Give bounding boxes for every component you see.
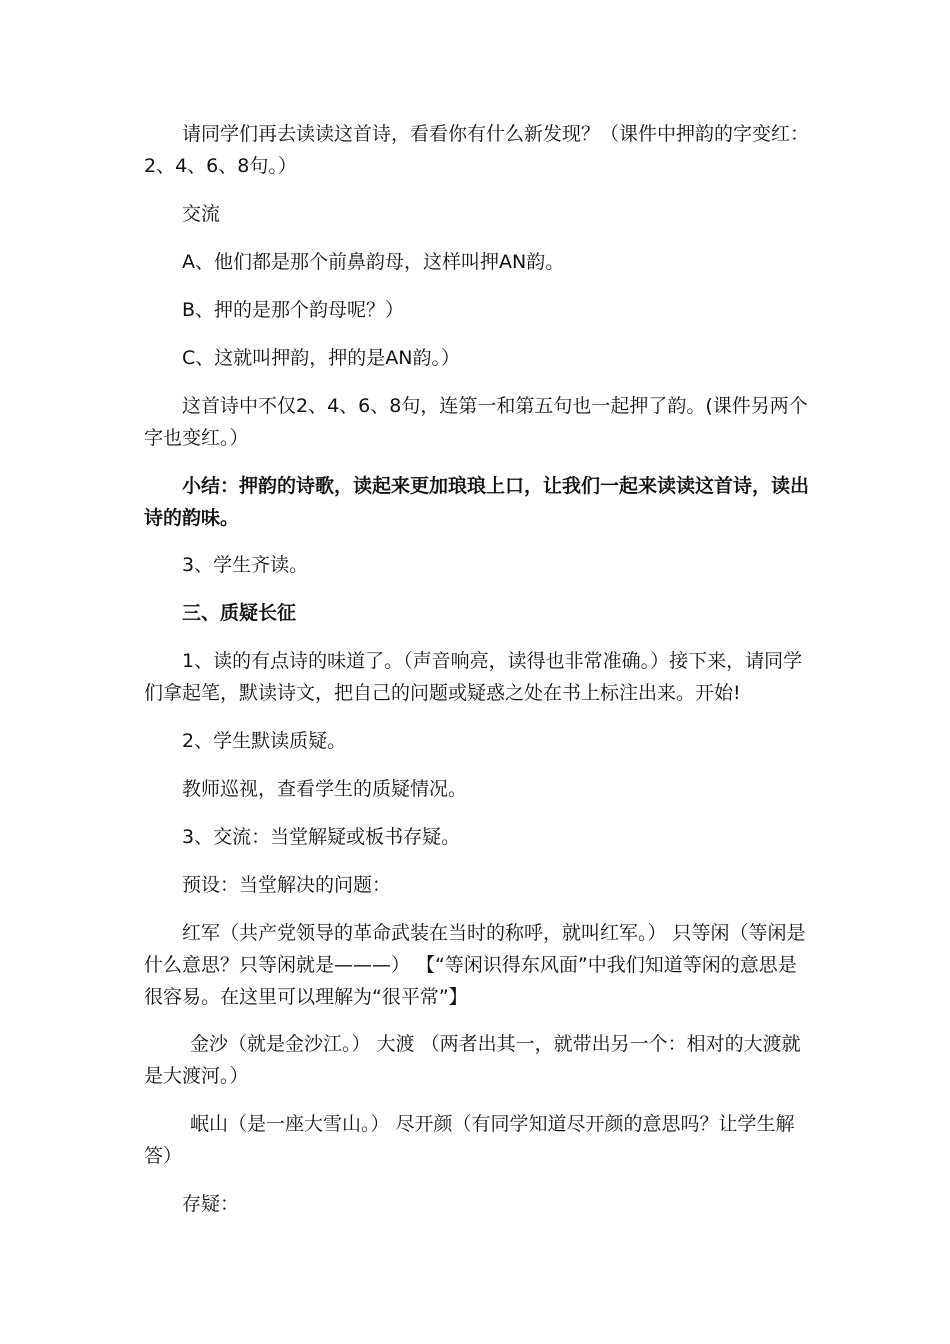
paragraph-exchange-resolve: 3、交流：当堂解疑或板书存疑。: [182, 826, 461, 848]
paragraph-answer-b: B、押的是那个韵母呢？）: [182, 299, 405, 321]
section-heading-questioning: 三、质疑长征: [182, 602, 297, 624]
paragraph-jinsha-dadu-notes: 金沙（就是金沙江。） 大渡 （两者出其一，就带出另一个：相对的大渡就是大渡河。）: [144, 1033, 801, 1087]
paragraph-group-reading: 3、学生齐读。: [182, 554, 309, 576]
paragraph-exchange: 交流: [182, 203, 221, 225]
paragraph-open-questions: 存疑：: [182, 1193, 240, 1215]
paragraph-teacher-patrol: 教师巡视，查看学生的质疑情况。: [182, 778, 468, 800]
paragraph-minshan-notes: 岷山（是一座大雪山。） 尽开颜（有同学知道尽开颜的意思吗？让学生解答）: [144, 1113, 795, 1167]
paragraph-silent-reading-instruction: 1、读的有点诗的味道了。（声音响亮，读得也非常准确。）接下来，请同学们拿起笔，默读诗文，把自己的问题或疑惑之处在书上标注出来。开始!: [144, 650, 803, 704]
paragraph-red-army-notes: 红军（共产党领导的革命武装在当时的称呼，就叫红军。） 只等闲（等闲是什么意思？只等闲就是———） 【“等闲识得东风面”中我们知道等闲的意思是很容易。在这里可以理解为“很平常”】: [144, 922, 806, 1008]
paragraph-preset: 预设：当堂解决的问题：: [182, 874, 392, 896]
paragraph-rhyme-lines: 这首诗中不仅2、4、6、8句，连第一和第五句也一起押了韵。(课件另两个字也变红。）: [144, 395, 808, 449]
paragraph-discovery-question: 请同学们再去读读这首诗，看看你有什么新发现？（课件中押韵的字变红：2、4、6、8句。）: [144, 123, 810, 177]
paragraph-answer-c: C、这就叫押韵，押的是AN韵。）: [182, 347, 460, 369]
paragraph-summary: 小结：押韵的诗歌，读起来更加琅琅上口，让我们一起来读读这首诗，读出诗的韵味。: [144, 475, 810, 529]
paragraph-answer-a: A、他们都是那个前鼻韵母，这样叫押AN韵。: [182, 251, 565, 273]
paragraph-student-questioning: 2、学生默读质疑。: [182, 730, 347, 752]
